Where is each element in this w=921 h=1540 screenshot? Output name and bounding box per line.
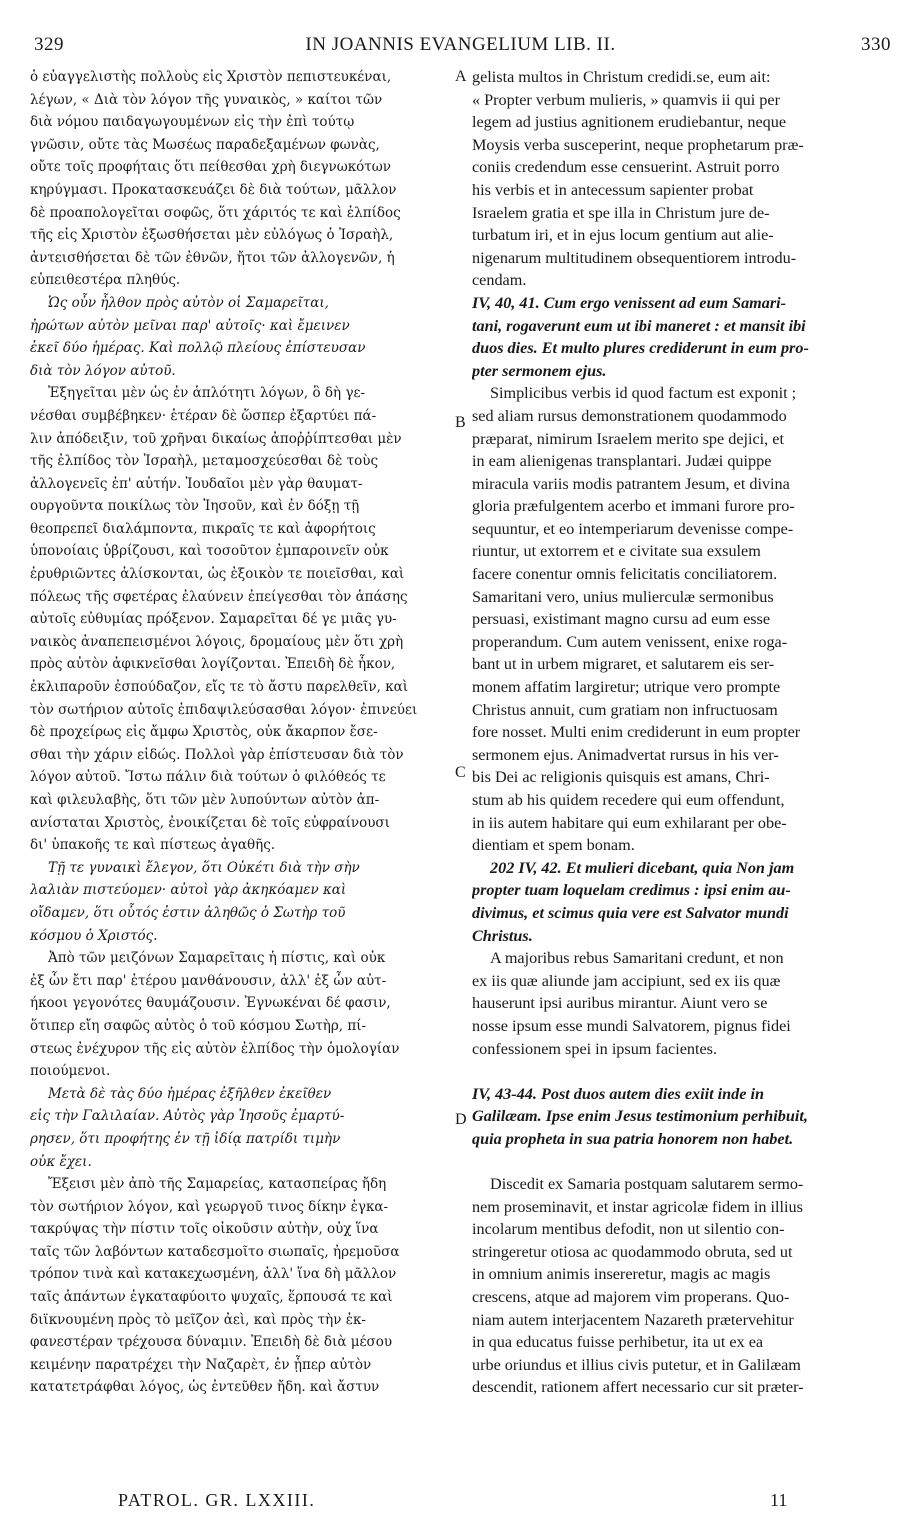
greek-text-line: ὅτιπερ εἴη σαφῶς αὐτὸς ὁ τοῦ κόσμου Σωτὴρ, πί- (30, 1017, 367, 1034)
greek-text-line: πρὸς αὐτὸν ἀφικνεῖσθαι λογίζονται. Ἐπειδὴ δὲ ἧκον, (30, 656, 396, 673)
greek-text-line: ήκοοι γεγονότες θαυμάζουσιν. Ἐγνωκέναι δέ φασιν, (30, 995, 391, 1012)
latin-text-line: ex iis quæ aliunde jam accipiunt, sed ex iis quæ (472, 971, 781, 990)
greek-text-line: ανίσταται Χριστὸς, ἐνοικίζεται δὲ τοῖς εὐφραίνουσι (30, 814, 390, 831)
greek-text-line: τὸν σωτήριον αὐτοῖς ἐπιδαψιλεύσασθαι λόγον· ἐπινεύει (30, 701, 418, 718)
greek-text-line: κατατετράφθαι λόγος, ὡς ἐντεῦθεν ἤδη. καὶ ἄστυν (30, 1379, 380, 1396)
greek-text-line: ταῖς τῶν λαβόντων καταδεσμοῖτο σιωπαῖς, ἠρεμοῦσα (30, 1243, 400, 1260)
greek-text-line: θεοπρεπεῖ διαλάμποντα, πικραῖς τε καὶ ἀφορήτοις (30, 520, 376, 537)
greek-text-line: ταῖς ἁπάντων ἐγκαταφύοιτο ψυχαῖς, ἕρπουσά τε καὶ (30, 1289, 393, 1306)
latin-text-line: coniis credendum esse censuerint. Astruit porro (472, 158, 780, 177)
greek-text-line: Ἔξεισι μὲν ἀπὸ τῆς Σαμαρείας, κατασπείρας ἤδη (48, 1176, 387, 1193)
greek-text-line: ἀλλογενεῖς ἐπ' αὐτήν. Ἰουδαῖοι μὲν γὰρ θαυματ- (30, 475, 363, 492)
greek-text-line: λαλιὰν πιστεύομεν· αὐτοὶ γὰρ ἀκηκόαμεν καὶ (30, 882, 347, 899)
greek-text-line: δὲ προχείρως εἰς ἄμφω Χριστὸς, οὐκ ἄκαρπον ἔσε- (30, 724, 378, 741)
greek-text-line: τῆς εἰς Χριστὸν ἐξωσθήσεται μὲν εὐλόγως ὁ Ἰσραὴλ, (30, 227, 394, 244)
page-footer (0, 1490, 921, 1520)
latin-text-line: bant ut in urbem migraret, et salutarem eis ser- (472, 655, 775, 674)
latin-text-line: urbe oriundus et illius civis putetur, et in Galilæam (472, 1355, 801, 1374)
footer-signature: PATROL. GR. LXXIII. (118, 1490, 316, 1510)
greek-text-line: κόσμου ὁ Χριστός. (30, 927, 158, 944)
latin-text-line: fore nosset. Multi enim crediderunt in eum propter (472, 723, 801, 742)
greek-text-line: ἐξ ὧν ἔτι παρ' ἑτέρου μανθάνουσιν, ἀλλ' ἐξ ὧν αὐτ- (30, 972, 387, 989)
greek-text-line: ναικὸς ἀναπεπεισμένοι λόγοις, δρομαίους μὲν ὅτι χρὴ (30, 633, 404, 650)
greek-text-line: διϊκνουμένη πρὸς τὸ μεῖζον ἀεὶ, καὶ πρὸς τὴν ἐκ- (30, 1311, 366, 1328)
margin-marker-b: B (455, 414, 466, 431)
latin-text-line: Christus annuit, cum gratiam non infructuosam (472, 700, 778, 719)
latin-text-line: turbatum iri, et in ejus locum gentium aut alie- (472, 226, 774, 245)
latin-text-line: Discedit ex Samaria postquam salutarem sermo- (490, 1175, 804, 1194)
greek-text-line: ρησεν, ὅτι προφήτης ἐν τῇ ἰδίᾳ πατρίδι τιμὴν (30, 1130, 341, 1147)
greek-text-line: Ὡς οὖν ἦλθον πρὸς αὐτὸν οἱ Σαμαρεῖται, (48, 294, 329, 311)
greek-text-line: οὐκ ἔχει. (30, 1153, 92, 1170)
latin-text-line: præparat, nimirum Israelem merito spe dejici, et (472, 429, 784, 448)
latin-text-line: propter tuam loquelam credimus : ipsi enim au- (472, 881, 791, 900)
latin-text-line: 202 IV, 42. Et mulieri dicebant, quia Non jam (490, 858, 795, 877)
greek-text-line: λέγων, « Διὰ τὸν λόγον τῆς γυναικὸς, » καίτοι τῶν (30, 91, 383, 108)
running-title: IN JOANNIS EVANGELIUM LIB. II. (305, 34, 616, 55)
latin-text-line: incolarum mentibus defodit, non ut silentio con- (472, 1220, 785, 1239)
latin-text-line: in omnium animis insereretur, magis ac magis (472, 1265, 771, 1284)
greek-text-line: νέσθαι συμβέβηκεν· ἑτέραν δὲ ὥσπερ ἐξαρτύει πά- (30, 407, 377, 424)
latin-text-line: Christus. (472, 926, 533, 945)
latin-text-line: facere conentur omnis felicitatis conciliatorem. (472, 565, 778, 584)
greek-text-line: εἰς τὴν Γαλιλαίαν. Αὐτὸς γὰρ Ἰησοῦς ἐμαρτύ- (30, 1108, 345, 1125)
latin-text-line: divimus, et scimus quia vere est Salvator mundi (472, 903, 789, 922)
latin-text-line: nigenarum multitudinem obsequentiorem introdu- (472, 248, 797, 267)
margin-marker-c: C (455, 764, 466, 781)
greek-text-line: Ἀπὸ τῶν μειζόνων Σαμαρεῖταις ἡ πίστις, καὶ οὐκ (48, 950, 386, 967)
latin-text-line: Samaritani vero, unius mulierculæ sermonibus (472, 587, 774, 606)
page-number-right: 330 (861, 34, 891, 55)
latin-column (472, 66, 890, 1399)
latin-text-line: persuasi, existimant magno cursu ad eum esse (472, 610, 771, 629)
latin-text-line: gloria præfulgentem acerbo et immani furore pro- (472, 497, 795, 516)
paragraph-gap (472, 1060, 890, 1083)
greek-text-line: γνῶσιν, οὔτε τὰς Μωσέως παραδεξαμένων φωνὰς, (30, 136, 380, 153)
greek-text-line: τὸν σωτήριον λόγον, καὶ γεωργοῦ τινος δίκην ἐγκα- (30, 1198, 389, 1215)
latin-text-line: niam autem interjacentem Nazareth prætervehitur (472, 1310, 794, 1329)
latin-text-line: miracula variis modis patrantem Jesum, et divina (472, 474, 790, 493)
latin-text-line: in iis autem habitare qui eum exhilarant per obe- (472, 813, 787, 832)
latin-text-line: stringeretur otiosa ac quodammodo obruta, sed ut (472, 1242, 793, 1261)
latin-text-line: tani, rogaverunt eum ut ibi maneret : et mansit ibi (472, 316, 806, 335)
latin-text-line: sermonem ejus. Animadvertat rursus in his ver- (472, 745, 779, 764)
greek-text-line: λόγον αὐτοῦ. Ἴστω πάλιν διὰ τούτων ὁ φιλόθεός τε (30, 769, 386, 786)
greek-text-line: ἠρώτων αὐτὸν μεῖναι παρ' αὐτοῖς· καὶ ἔμεινεν (30, 317, 350, 334)
greek-text-line: εὐπειθεστέρα πληθύς. (30, 272, 181, 289)
latin-text-line: sed aliam rursus demonstrationem quodammodo (472, 406, 787, 425)
latin-text-line: properandum. Cum autem venissent, enixe roga- (472, 632, 788, 651)
greek-text-line: διὰ νόμου παιδαγωγουμένων εἰς τὴν ἐπὶ τούτῳ (30, 114, 355, 131)
greek-text-line: σθαι τὴν χάριν εἰδώς. Πολλοὶ γὰρ ἐπίστευσαν διὰ τὸν (30, 746, 404, 763)
latin-text-line: descendit, rationem affert necessario cur sit præter- (472, 1378, 804, 1397)
greek-text-line: ουργοῦντα ποικίλως τὸν Ἰησοῦν, καὶ ἐν δόξῃ τῇ (30, 498, 360, 515)
greek-text-line: Τῇ τε γυναικὶ ἔλεγον, ὅτι Οὐκέτι διὰ τὴν σὴν (48, 859, 360, 876)
greek-text-line: διὰ τὸν λόγον αὐτοῦ. (30, 362, 176, 379)
latin-text-line: bis Dei ac religionis quisquis est amans, Chri- (472, 768, 770, 787)
latin-text-line: monem affatim largiretur; utrique vero prompte (472, 678, 781, 697)
latin-text-line: « Propter verbum mulieris, » quamvis ii qui per (472, 90, 780, 109)
latin-text-line: hauserunt ipsi auribus mirantur. Aiunt vero se (472, 994, 768, 1013)
page-number-left: 329 (34, 34, 64, 55)
greek-text-line: ποιούμενοι. (30, 1063, 111, 1080)
greek-text-line: ἐκλιπαροῦν ἐσπούδαζον, εἴς τε τὸ ἄστυ παρελθεῖν, καὶ (30, 679, 409, 696)
latin-text-line: crescens, atque ad majorem vim properans. Quo- (472, 1288, 790, 1307)
margin-marker-d: D (455, 1111, 467, 1128)
greek-text-line: οὔτε τοῖς προφήταις ὅτι πείθεσθαι χρὴ διεγνωκότων (30, 159, 391, 176)
greek-text-line: καὶ φιλευλαβὴς, ὅτι τῶν μὲν λυπούντων αὐτὸν ἀπ- (30, 792, 380, 808)
latin-text-line: nosse ipsum esse mundi Salvatorem, pignus fidei (472, 1016, 791, 1035)
latin-text-line: his verbis et in antecessum sapienter probat (472, 180, 754, 199)
latin-text-line: in qua educatus fuisse perhibetur, ita ut ex ea (472, 1333, 764, 1352)
greek-text-line: ἀντεισθήσεται δὲ τῶν ἐθνῶν, ἤτοι τῶν ἀλλογενῶν, ἡ (30, 249, 395, 266)
greek-text-line: φανεστέραν τρέχουσα δύναμιν. Ἐπειδὴ δὲ διὰ μέσου (30, 1334, 393, 1351)
latin-text-line: quia propheta in sua patria honorem non habet. (472, 1129, 794, 1148)
latin-text-line: Simplicibus verbis id quod factum est exponit ; (490, 384, 797, 403)
footer-gathering-number: 11 (770, 1490, 788, 1510)
latin-text-line: IV, 43-44. Post duos autem dies exiit inde in (472, 1084, 765, 1103)
greek-text-line: κειμένην παρατρέχει τὴν Ναζαρὲτ, ἐν ᾗπερ αὐτὸν (30, 1356, 372, 1373)
greek-text-line: ἐκεῖ δύο ἡμέρας. Καὶ πολλῷ πλείους ἐπίστευσαν (30, 340, 366, 357)
greek-text-line: τρόπον τινὰ καὶ κατακεχωσμένη, ἀλλ' ἵνα δὴ μᾶλλον (30, 1266, 397, 1283)
latin-text-line: legem ad justius agnitionem erudiebantur, neque (472, 113, 787, 132)
latin-text-line: dientiam et spem bonam. (472, 836, 635, 855)
latin-text-line: IV, 40, 41. Cum ergo venissent ad eum Samari- (472, 293, 787, 312)
greek-text-line: Ἐξηγεῖται μὲν ὡς ἐν ἁπλότητι λόγων, ὃ δὴ γε- (48, 385, 366, 402)
latin-text-line: duos dies. Et multo plures crediderunt in eum pro- (472, 339, 809, 358)
latin-text-line: confessionem spei in ipsum facientes. (472, 1039, 718, 1058)
latin-text-line: cendam. (472, 271, 527, 290)
greek-text-line: στεως ἐνέχυρον τῆς εἰς αὐτὸν ἐλπίδος τὴν ὁμολογίαν (30, 1040, 400, 1057)
greek-text-line: τακρύψας τὴν πίστιν τοῖς οἰκοῦσιν αὐτὴν, οὐχ ἵνα (30, 1221, 379, 1238)
latin-text-line: sequuntur, et eo intemperiarum devenisse compe- (472, 519, 794, 538)
greek-text-line: λιν ἀπόδειξιν, τοῦ χρῆναι δικαίως ἀποῤῥίπτεσθαι μὲν (30, 430, 402, 447)
latin-text-line: stum ab his quidem recedere qui eum offendunt, (472, 791, 785, 809)
latin-text-line: pter sermonem ejus. (472, 361, 607, 380)
greek-text-line: ἐρυθριῶντες ἁλίσκονται, ὡς ἐξοικὸν τε ποιεῖσθαι, καὶ (30, 566, 405, 583)
latin-text-line: in eam alienigenas transplantari. Judæi quippe (472, 452, 772, 471)
paragraph-gap (472, 1151, 890, 1174)
greek-text-line: οἴδαμεν, ὅτι οὗτός ἐστιν ἀληθῶς ὁ Σωτὴρ τοῦ (30, 904, 346, 921)
greek-column (30, 66, 454, 1399)
margin-marker-a: A (455, 68, 467, 85)
greek-text-line: πόλεως τῆς σφετέρας ἐλαύνειν ἐπείγεσθαι τὸν ἁπάσης (30, 588, 408, 605)
greek-text-line: κηρύγμασι. Προκατασκευάζει δὲ διὰ τούτων, μᾶλλον (30, 181, 397, 198)
latin-text-line: Galilæam. Ipse enim Jesus testimonium perhibuit, (472, 1107, 808, 1126)
greek-text-line: ὁ εὐαγγελιστὴς πολλοὺς εἰς Χριστὸν πεπιστευκέναι, (30, 69, 392, 85)
latin-text-line: nem proseminavit, et instar agricolæ fidem in illius (472, 1197, 803, 1216)
running-header (0, 30, 921, 60)
greek-text-line: ὑπονοίαις ὑβρίζουσι, καὶ τοσοῦτον ἐμπαροινεῖν οὐκ (30, 543, 389, 560)
latin-text-line: Moysis verba susceperint, neque prophetarum præ- (472, 135, 804, 154)
latin-text-line: gelista multos in Christum credidi.se, eum ait: (472, 68, 771, 86)
greek-text-line: αὐτοῖς εὐθυμίας πρόξενον. Σαμαρεῖται δέ γε μιᾶς γυ- (30, 611, 397, 628)
latin-text-line: A majoribus rebus Samaritani credunt, et non (490, 949, 784, 968)
latin-text-line: riuntur, ut extorrem et e civitate sua exsulem (472, 542, 761, 561)
greek-text-line: δὲ προαπολογεῖται σοφῶς, ὅτι χάριτός τε καὶ ἐλπίδος (30, 204, 401, 221)
greek-text-line: δι' ὑπακοῆς τε καὶ πίστεως ἀγαθῆς. (30, 837, 276, 854)
greek-text-line: Μετὰ δὲ τὰς δύο ἡμέρας ἐξῆλθεν ἐκεῖθεν (48, 1085, 332, 1102)
greek-text-line: τῆς ἐλπίδος τὸν Ἰσραὴλ, μεταμοσχεύεσθαι δὲ τοὺς (30, 453, 379, 470)
latin-text-line: Israelem gratia et spe illa in Christum jure de- (472, 203, 770, 222)
